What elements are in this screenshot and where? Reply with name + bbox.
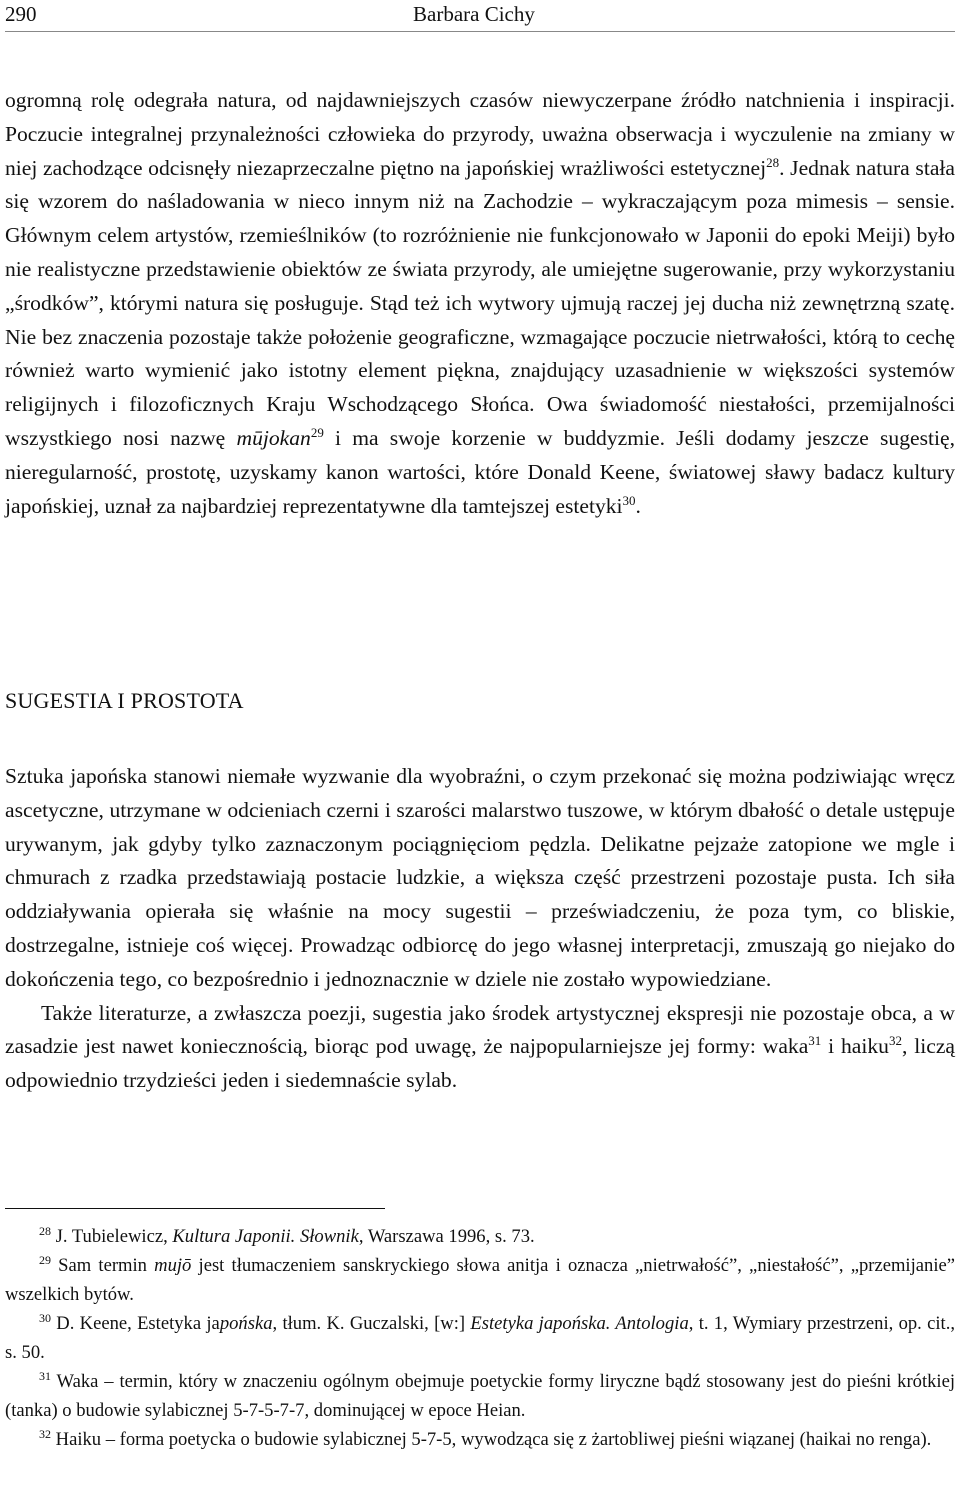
paragraph-1-text-a: ogromną rolę odegrała natura, od najdawniejszych czasów niewyczerpane źródło natchnienia i inspiracji. Poczucie integralnej przynależności człowieka do przyrody, uważna obserwacja i wyczulenie na zmiany w niej zachodzące odcisnęły niezaprzeczalne piętno na japońskiej wrażliwości estetycznej: [5, 88, 955, 180]
footnote-ref-29[interactable]: 29: [310, 424, 324, 440]
running-header: [5, 0, 955, 30]
term-mujokan: mūjokan: [236, 425, 311, 450]
intro-paragraph-block: [5, 84, 955, 523]
paragraph-1-text-c: i ma swoje korzenie w buddyzmie. Jeśli dodamy jeszcze sugestię, nieregularność, prostotę, uzyskamy kanon wartości, które Donald Keene, światowej sławy badacz kultury japońskiej, uznał za najbardziej reprezentatywne dla tamtejszej estetyki: [5, 425, 955, 518]
footnote-title: Estetyka japońska. Antologia: [470, 1313, 689, 1334]
footnote-term: mujō: [154, 1255, 192, 1276]
paragraph-3-text-a: Także literaturze, a zwłaszcza poezji, sugestia jako środek artystycznej ekspresji nie pozostaje obca, a w zasadzie jest nawet koniecznością, biorąc pod uwagę, że najpopularniejsze jej formy: waka: [5, 1000, 955, 1059]
footnote-title: pońska: [219, 1313, 273, 1334]
paragraph-3-text-c: , liczą odpowiednio trzydzieści jeden i siedemnaście sylab.: [5, 1034, 955, 1093]
page-number: 290: [5, 2, 37, 26]
footnote-ref-30[interactable]: 30: [622, 492, 636, 508]
paragraph-1-text-d: .: [635, 493, 641, 518]
section-heading: SUGESTIA I PROSTOTA: [5, 688, 244, 713]
footnote-ref-31[interactable]: 31: [808, 1033, 822, 1049]
footnote-30: [5, 1309, 955, 1367]
footnote-ref-28[interactable]: 28: [766, 154, 780, 170]
paragraph-3-text-b: i haiku: [821, 1034, 889, 1059]
footnote-28: [5, 1222, 955, 1251]
footnote-number: 29: [39, 1252, 51, 1267]
footnote-text: jest tłumaczeniem sanskryckiego słowa anitja i oznacza „nietrwałość”, „niestałość”, „przemijanie” wszelkich bytów.: [5, 1255, 955, 1305]
header-rule: [5, 31, 955, 32]
footnote-32: [5, 1425, 955, 1454]
footnote-number: 28: [39, 1223, 51, 1238]
footnote-number: 31: [39, 1368, 51, 1383]
footnote-text: Waka – termin, który w znaczeniu ogólnym obejmuje poetyckie formy liryczne bądź stosowany jest do pieśni krótkiej (tanka) o budowie sylabicznej 5-7-5-7-7, dominującej w epoce Heian.: [5, 1371, 955, 1421]
footnote-ref-32[interactable]: 32: [888, 1033, 902, 1049]
footnote-separator: [5, 1208, 385, 1209]
running-head-author: Barbara Cichy: [413, 2, 535, 26]
footnote-text: Haiku – forma poetycka o budowie sylabicznej 5-7-5, wywodząca się z żartobliwej pieśni wiązanej (haikai no renga).: [51, 1429, 932, 1450]
paragraph-1-text-b: . Jednak natura stała się wzorem do naśladowania w nieco innym niż na Zachodzie – wykraczającym poza mimesis – sensie. Głównym celem artystów, rzemieślników (to rozróżnienie nie funkcjonowało w Japonii do epoki Meiji) było nie realistyczne przedstawienie obiektów ze świata przyrody, ale umiejętne sugerowanie, przy wykorzystaniu „środków”, którymi natura się posługuje. Stąd też ich wytwory ujmują raczej jej ducha niż zewnętrzną szatę. Nie bez znaczenia pozostaje także położenie geograficzne, wzmagające poczucie nietrwałości, którą to cechę również warto wymienić jako istotny element piękna, znajdujący uzasadnienie w większości systemów religijnych i filozoficznych Kraju Wschodzącego Słońca. Owa świadomość niestałości, przemijalności wszystkiego nosi nazwę: [5, 155, 955, 450]
footnote-text: J. Tubielewicz,: [51, 1226, 173, 1247]
section-body: [5, 760, 955, 1098]
footnote-number: 32: [39, 1426, 51, 1441]
footnote-29: [5, 1251, 955, 1309]
paragraph-1: [5, 84, 955, 523]
footnote-text: , Warszawa 1996, s. 73.: [358, 1226, 535, 1247]
footnote-text: , t. 1, Wymiary przestrzeni, op. cit., s. 50.: [5, 1313, 955, 1363]
footnote-text: , tłum. K. Guczalski, [w:]: [272, 1313, 471, 1334]
footnote-text: Sam termin: [51, 1255, 155, 1276]
footnote-31: [5, 1367, 955, 1425]
footnote-title: Kultura Japonii. Słownik: [172, 1226, 359, 1247]
footnote-number: 30: [39, 1310, 51, 1325]
footnote-text: D. Keene, Estetyka ja: [51, 1313, 220, 1334]
paragraph-3: [5, 997, 955, 1098]
paragraph-2: Sztuka japońska stanowi niemałe wyzwanie dla wyobraźni, o czym przekonać się można podziwiając wręcz ascetyczne, utrzymane w odcieniach czerni i szarości malarstwo tuszowe, w którym dbałość o detale ustępuje urywanym, jak gdyby tylko zaznaczonym pociągnięciom pędzla. Delikatne pejzaże zatopione we mgle i chmurach z rzadka przedstawiają postacie ludzkie, a większa część przestrzeni pozostaje pusta. Ich siła oddziaływania opierała się właśnie na mocy sugestii – przeświadczeniu, że poza tym, co bliskie, dostrzegalne, istnieje coś więcej. Prowadząc odbiorcę do jego własnej interpretacji, zmuszają go niejako do dokończenia tego, co bezpośrednio i jednoznacznie w dziele nie zostało wypowiedziane.: [5, 764, 955, 991]
footnotes: [5, 1222, 955, 1454]
